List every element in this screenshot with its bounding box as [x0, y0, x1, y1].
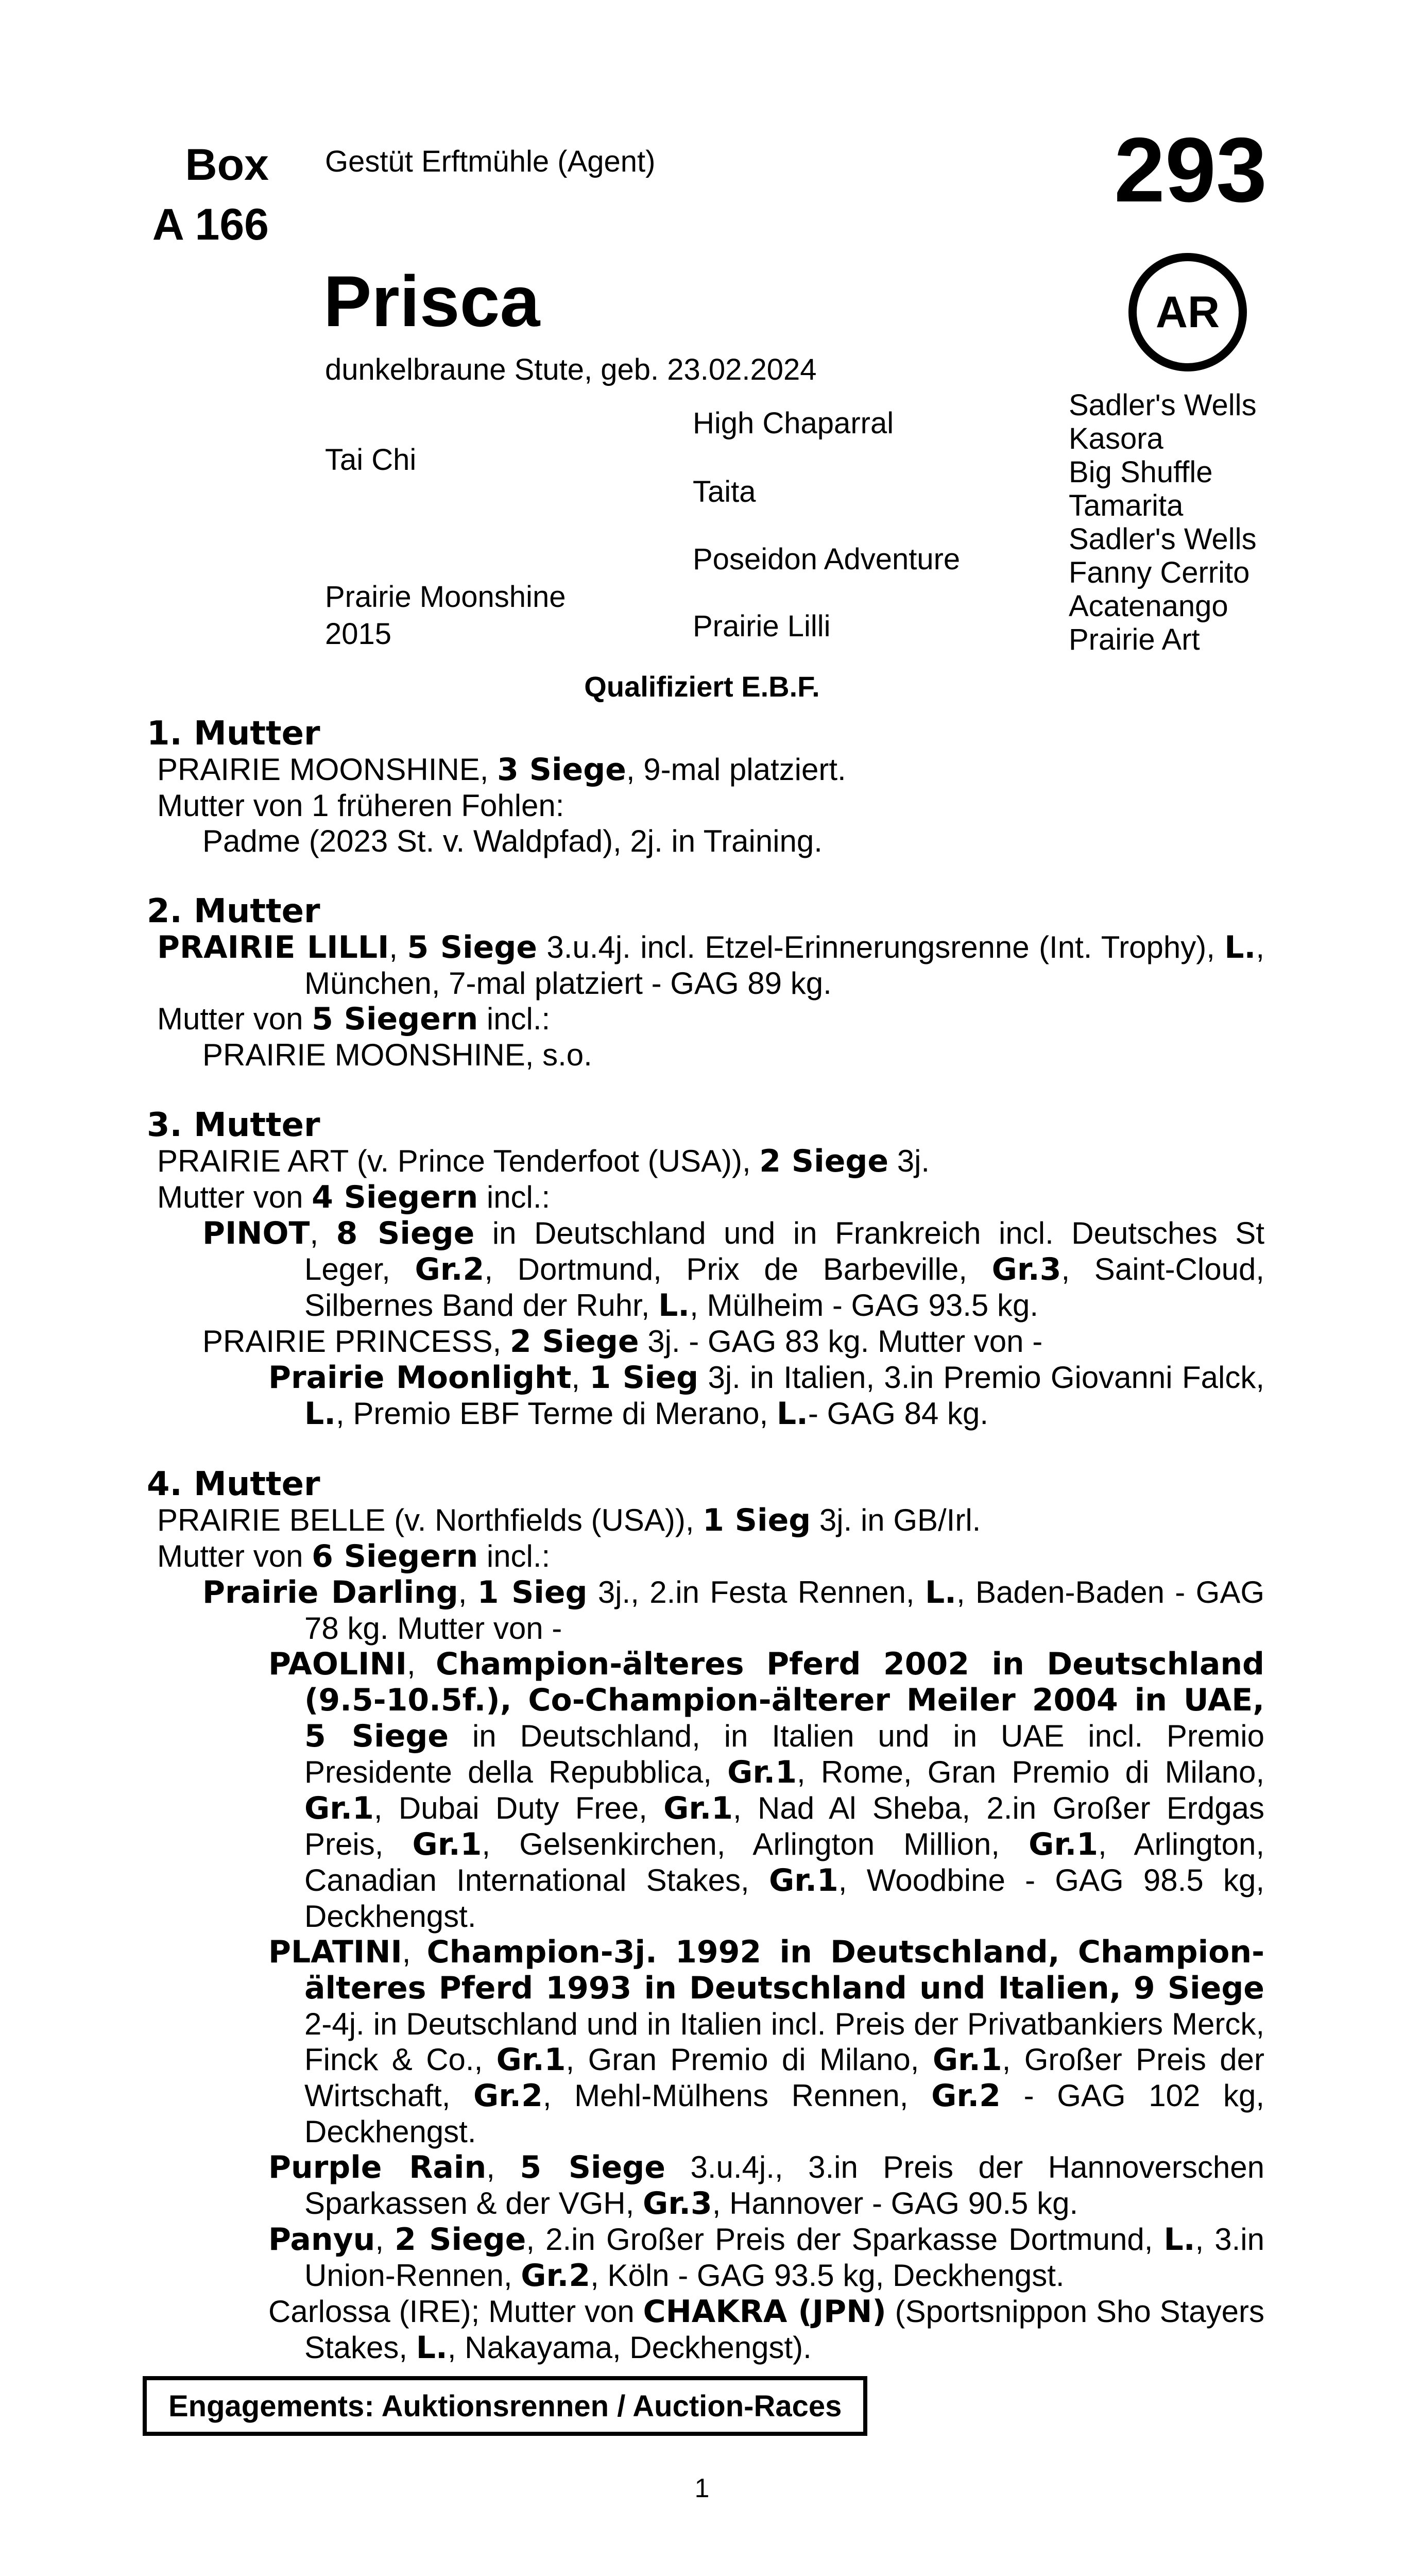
pedigree-ggp-7: Acatenango: [1069, 589, 1228, 623]
mother-4-heading: 4. Mutter: [147, 1465, 320, 1503]
mother-2-record: PRAIRIE LILLI, 5 Siege 3.u.4j. incl. Etzel-Erinnerungsrenne (Int. Trophy), L., München, 7-mal platziert - GAG 89 kg.: [157, 929, 1264, 1001]
pedigree-ggp-1: Sadler's Wells: [1069, 388, 1257, 422]
mother-2-section: [147, 894, 1264, 1073]
mother-4-record: PRAIRIE BELLE (v. Northfields (USA)), 1 Sieg 3j. in GB/Irl.: [157, 1502, 981, 1538]
mother-4-produce-darling: Prairie Darling, 1 Sieg 3j., 2.in Festa Rennen, L., Baden-Baden - GAG 78 kg. Mutter von -: [202, 1574, 1265, 1646]
mother-4-grandproduce-panyu: Panyu, 2 Siege, 2.in Großer Preis der Sparkasse Dortmund, L., 3.in Union-Rennen, Gr.2, Köln - GAG 93.5 kg, Deckhengst.: [268, 2222, 1265, 2294]
pedigree-ggp-4: Tamarita: [1069, 489, 1184, 522]
mother-2-produce-item: PRAIRIE MOONSHINE, s.o.: [202, 1038, 592, 1072]
pedigree-ggp-3: Big Shuffle: [1069, 455, 1213, 489]
mother-4-grandproduce-purple-rain: Purple Rain, 5 Siege 3.u.4j., 3.in Preis der Hannoverschen Sparkassen & der VGH, Gr.3, Hannover - GAG 90.5 kg.: [268, 2149, 1264, 2222]
pedigree-ggp-2: Kasora: [1069, 422, 1163, 455]
pedigree-sire-sire: High Chaparral: [693, 406, 894, 440]
page-number: 1: [694, 2473, 710, 2503]
lot-number: 293: [1114, 118, 1267, 221]
mother-4-grandproduce-carlossa: Carlossa (IRE); Mutter von CHAKRA (JPN) (Sportsnippon Sho Stayers Stakes, L., Nakayama, Deckhengst).: [268, 2294, 1265, 2366]
mother-2-produce-intro: Mutter von 5 Siegern incl.:: [157, 1001, 551, 1037]
mother-3-produce-princess: PRAIRIE PRINCESS, 2 Siege 3j. - GAG 83 kg. Mutter von -: [202, 1324, 1043, 1360]
mother-3-produce-pinot: PINOT, 8 Siege in Deutschland und in Frankreich incl. Deutsches St Leger, Gr.2, Dortmund, Prix de Barbeville, Gr.3, Saint-Cloud, Silbernes Band der Ruhr, L., Mülheim - GAG 93.5 kg.: [202, 1215, 1264, 1324]
mother-1-record: PRAIRIE MOONSHINE, 3 Siege, 9-mal platziert.: [157, 752, 846, 788]
horse-name: Prisca: [323, 261, 540, 342]
box-number: A 166: [152, 200, 269, 249]
pedigree-dam: Prairie Moonshine: [325, 580, 566, 614]
mother-1-produce-intro: Mutter von 1 früheren Fohlen:: [157, 788, 564, 823]
mother-3-record: PRAIRIE ART (v. Prince Tenderfoot (USA)), 2 Siege 3j.: [157, 1143, 930, 1179]
mother-4-grandproduce-platini: PLATINI, Champion-3j. 1992 in Deutschland, Champion-älteres Pferd 1993 in Deutschland und Italien, 9 Siege 2-4j. in Deutschland und in Italien incl. Preis der Privatbankiers Merck, Finck & Co., Gr.1, Gran Premio di Milano, Gr.1, Großer Preis der Wirtschaft, Gr.2, Mehl-Mülhens Rennen, Gr.2 - GAG 102 kg, Deckhengst.: [268, 1934, 1265, 2149]
sales-badge: [1128, 253, 1247, 371]
mother-2-heading: 2. Mutter: [147, 892, 320, 930]
pedigree-ggp-5: Sadler's Wells: [1069, 522, 1257, 556]
pedigree-ggp-6: Fanny Cerrito: [1069, 556, 1250, 589]
mother-3-section: [147, 1108, 1264, 1432]
pedigree-dam-dam: Prairie Lilli: [693, 609, 831, 643]
horse-description: dunkelbraune Stute, geb. 23.02.2024: [325, 353, 817, 386]
mother-1-section: [147, 716, 1264, 859]
mother-4-produce-intro: Mutter von 6 Siegern incl.:: [157, 1538, 551, 1574]
pedigree-sire: Tai Chi: [325, 443, 417, 477]
mother-1-heading: 1. Mutter: [147, 715, 320, 753]
mother-4-section: [147, 1467, 1264, 2366]
mother-3-produce-intro: Mutter von 4 Siegern incl.:: [157, 1179, 551, 1215]
mother-3-grandproduce-moonlight: Prairie Moonlight, 1 Sieg 3j. in Italien, 3.in Premio Giovanni Falck, L., Premio EBF Terme di Merano, L.- GAG 84 kg.: [268, 1360, 1264, 1432]
mother-3-heading: 3. Mutter: [147, 1106, 320, 1144]
engagements-text: Engagements: Auktionsrennen / Auction-Races: [168, 2389, 842, 2423]
box-label: [134, 135, 269, 255]
pedigree-dam-year: 2015: [325, 617, 392, 651]
breeder: Gestüt Erftmühle (Agent): [325, 145, 656, 178]
mother-1-produce-item: Padme (2023 St. v. Waldpfad), 2j. in Training.: [202, 824, 823, 858]
engagements-box: [143, 2376, 867, 2436]
pedigree-dam-sire: Poseidon Adventure: [693, 543, 961, 576]
sales-badge-text: AR: [1155, 287, 1220, 337]
qualification: Qualifiziert E.B.F.: [584, 670, 820, 703]
pedigree-ggp-8: Prairie Art: [1069, 623, 1200, 656]
family-sections: [147, 716, 1264, 2401]
pedigree-sire-dam: Taita: [693, 475, 756, 509]
box-word: Box: [185, 140, 269, 190]
mother-4-grandproduce-paolini: PAOLINI, Champion-älteres Pferd 2002 in Deutschland (9.5-10.5f.), Co-Champion-älterer Meiler 2004 in UAE, 5 Siege in Deutschland, in Italien und in UAE incl. Premio Presidente della Repubblica, Gr.1, Rome, Gran Premio di Milano, Gr.1, Dubai Duty Free, Gr.1, Nad Al Sheba, 2.in Großer Erdgas Preis, Gr.1, Gelsenkirchen, Arlington Million, Gr.1, Arlington, Canadian International Stakes, Gr.1, Woodbine - GAG 98.5 kg, Deckhengst.: [268, 1646, 1265, 1934]
